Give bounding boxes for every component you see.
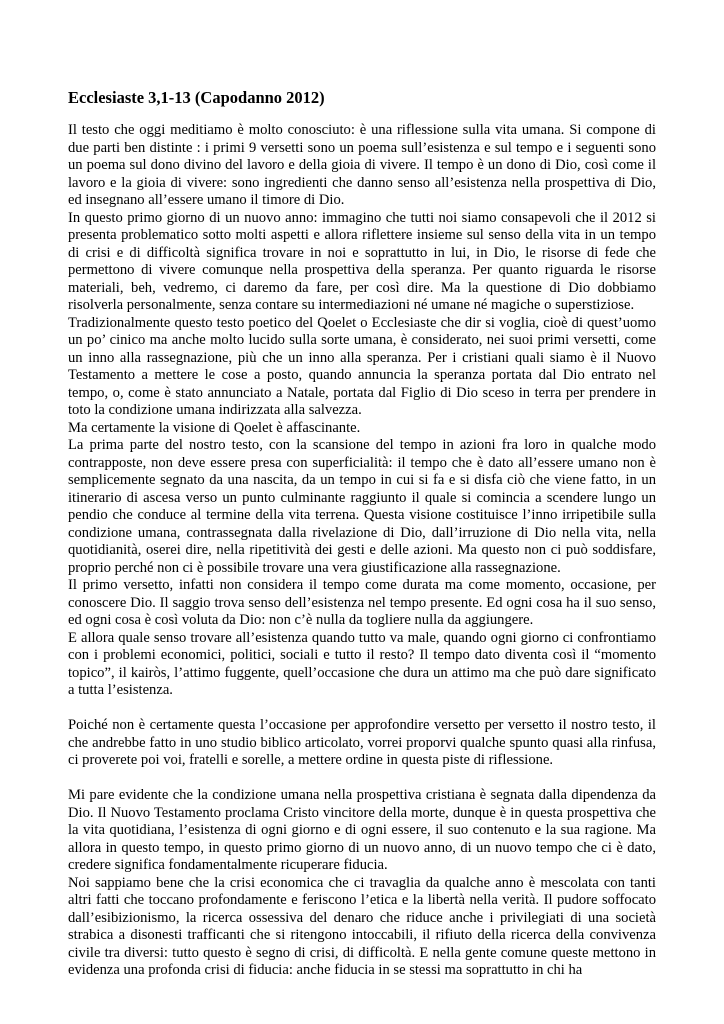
paragraph-human-condition: Mi pare evidente che la condizione umana nella prospettiva cristiana è segnata dalla dipendenza da Dio. Il Nuovo Testamento proclama Cristo vincitore della morte, dunque è in questa prospettiva che la vita quotidiana, l’esistenza di ogni giorno e di ogni essere, il suo contenuto e la sua ragione. Ma allora in questo tempo, in questo primo giorno di un nuovo anno, di un nuovo tempo che ci è dato, credere significa fondamentalmente ricuperare fiducia. [68, 787, 656, 873]
paragraph-intro: Il testo che oggi meditiamo è molto conosciuto: è una riflessione sulla vita umana. Si compone di due parti ben distinte : i primi 9 versetti sono un poema sull’esistenza e sul tempo e i seguenti sono un poema sul dono divino del lavoro e della gioia di vivere. Il tempo è un dono di Dio, così come il lavoro e la gioia di vivere: sono ingredienti che danno senso all’esistenza nella prospettiva di Dio, ed insegnano all’essere umano il timore di Dio. [68, 122, 656, 208]
paragraph-spacer [68, 770, 656, 788]
paragraph-spacer [68, 700, 656, 718]
document-title: Ecclesiaste 3,1-13 (Capodanno 2012) [68, 88, 325, 107]
paragraph-meaning: E allora quale senso trovare all’esistenza quando tutto va male, quando ogni giorno ci confrontiamo con i problemi economici, politici, sociali e tutto il resto? Il tempo dato diventa così il “momento topico”, il kairòs, l’attimo fuggente, quell’occasione che dura un attimo ma che può dare significato a tutta l’esistenza. [68, 629, 656, 698]
paragraph-new-year: In questo primo giorno di un nuovo anno: immagino che tutti noi siamo consapevoli che il 2012 si presenta problematico sotto molti aspetti e allora riflettere insieme sul senso della vita in un tempo di crisi e di difficoltà significa trovare in noi e soprattutto in lui, in Dio, le risorse di fede che permettono di vivere comunque nella prospettiva della speranza. Per quanto riguarda le risorse materiali, beh, vedremo, ci daremo da fare, per così dire. Ma la questione di Dio dobbiamo risolverla personalmente, senza contare su intermediazioni né umane né magiche o superstiziose. [68, 209, 656, 313]
paragraph-approach: Poiché non è certamente questa l’occasione per approfondire versetto per versetto il nostro testo, il che andrebbe fatto in uno studio biblico articolato, vorrei proporvi qualche spunto quasi alla rinfusa, ci proverete poi voi, fratelli e sorelle, a mettere ordine in questa piste di riflessione. [68, 717, 656, 768]
paragraph-tradition: Tradizionalmente questo testo poetico del Qoelet o Ecclesiaste che dir si voglia, cioè di quest’uomo un po’ cinico ma anche molto lucido sulla sorte umana, è considerato, nei suoi primi versetti, come un inno alla rassegnazione, più che un inno alla speranza. Per i cristiani quali siamo è il Nuovo Testamento a mettere le cose a posto, quando annuncia la speranza portata dal Dio entrato nel tempo, o, come è stato annunciato a Natale, portata dal Figlio di Dio sceso in terra per prendere in toto la condizione umana indirizzata alla salvezza. [68, 314, 656, 418]
paragraph-qoelet-vision: Ma certamente la visione di Qoelet è affascinante. [68, 419, 361, 436]
document-page [68, 88, 656, 980]
paragraph-first-verse: Il primo versetto, infatti non considera il tempo come durata ma come momento, occasione, per conoscere Dio. Il saggio trova senso dell’esistenza nel tempo presente. Ed ogni cosa ha il suo senso, ed ogni cosa è così voluta da Dio: non c’è nulla da togliere nulla da aggiungere. [68, 577, 656, 628]
paragraph-first-part: La prima parte del nostro testo, con la scansione del tempo in azioni fra loro in qualche modo contrapposte, non deve essere presa con superficialità: il tempo che è dato all’essere umano non è semplicemente segnato da una nascita, da un tempo in cui si fa e si disfa ciò che viene fatto, in un itinerario di ascesa verso un punto culminante raggiunto il quale si comincia a scendere lungo un pendio che conduce al termine della vita terrena. Questa visione costituisce l’inno irripetibile sulla condizione umana, contrassegnata dalla rivelazione di Dio, dall’irruzione di Dio nella vita, nella quotidianità, oserei dire, nella ripetitività dei gesti e delle azioni. Ma questo non ci può soddisfare, proprio perché non ci è possibile trovare una vera giustificazione alla rassegnazione. [68, 437, 656, 576]
paragraph-crisis: Noi sappiamo bene che la crisi economica che ci travaglia da qualche anno è mescolata con tanti altri fatti che toccano profondamente e feriscono l’etica e la libertà nella verità. Il pudore soffocato dall’esibizionismo, la ricerca ossessiva del denaro che riduce anche i privilegiati di una società strabica a disonesti trafficanti che si ritengono intoccabili, il rifiuto della ricerca della convivenza civile tra diversi: tutto questo è segno di crisi, di difficoltà. E nella gente comune queste mettono in evidenza una profonda crisi di fiducia: anche fiducia in se stessi ma soprattutto in chi ha [68, 874, 656, 978]
